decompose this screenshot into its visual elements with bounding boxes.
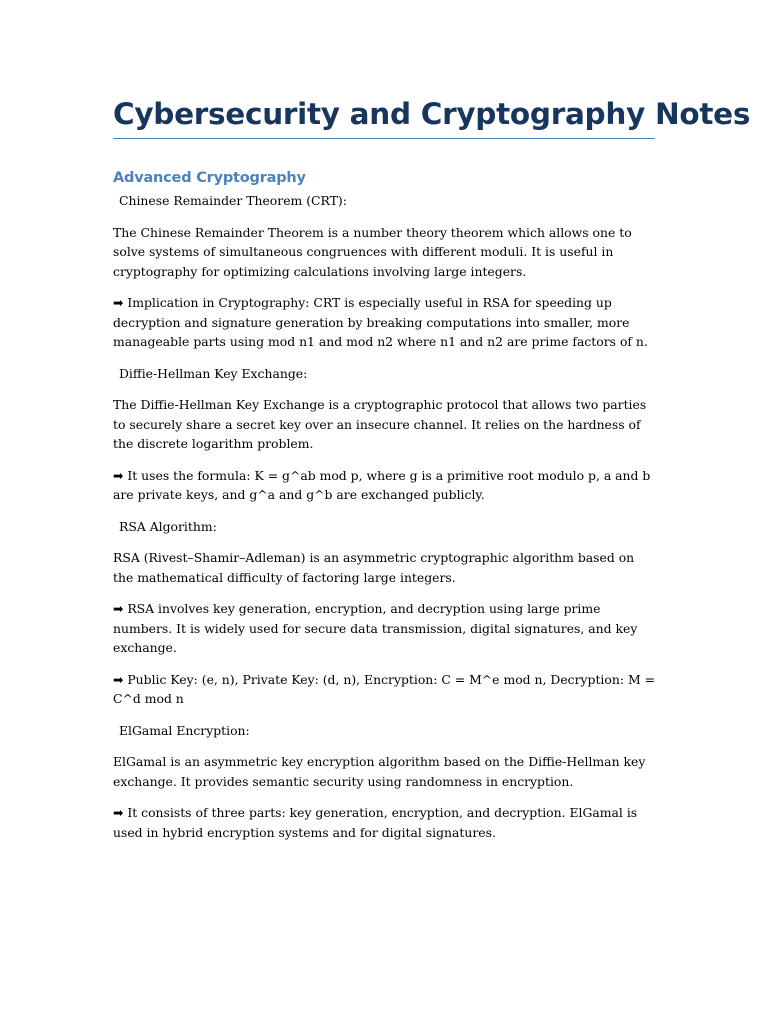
rsa-usage-note: [113, 599, 655, 658]
arrow-right-icon: ➡: [113, 805, 124, 820]
dh-description: The Diffie-Hellman Key Exchange is a cryptographic protocol that allows two parties to securely share a secret key over an insecure channel. It relies on the hardness of the discrete logarithm problem.: [113, 397, 647, 451]
elgamal-description: ElGamal is an asymmetric key encryption algorithm based on the Diffie-Hellman key exchange. It provides semantic security using randomness in encryption.: [113, 754, 646, 789]
arrow-right-icon: ➡: [113, 295, 124, 310]
section-heading-advanced-cryptography: Advanced Cryptography: [113, 170, 306, 186]
rsa-description: RSA (Rivest–Shamir–Adleman) is an asymmetric cryptographic algorithm based on the mathematical difficulty of factoring large integers.: [113, 550, 635, 585]
crt-implication-note: [113, 293, 655, 352]
arrow-right-icon: ➡: [113, 671, 124, 687]
topic-heading-diffie-hellman: Diffie-Hellman Key Exchange:: [119, 365, 308, 381]
crt-description: The Chinese Remainder Theorem is a number theory theorem which allows one to solve systems of simultaneous congruences with different moduli. It is useful in cryptography for optimizing calculations involving large integers.: [113, 224, 632, 279]
arrow-right-icon: ➡: [113, 601, 124, 616]
elgamal-parts-text: It consists of three parts: key generation, encryption, and decryption. ElGamal is used in hybrid encryption systems and for digital signatures.: [113, 805, 638, 840]
topic-heading-rsa: RSA Algorithm:: [119, 518, 217, 534]
rsa-usage-text: RSA involves key generation, encryption, and decryption using large prime numbers. It is widely used for secure data transmission, digital signatures, and key exchange.: [113, 601, 638, 655]
rsa-keys-note: [113, 670, 655, 709]
crt-implication-text: Implication in Cryptography: CRT is especially useful in RSA for speeding up decryption and signature generation by breaking computations into smaller, more manageable parts using mod n1 and mod n2 where n1 and n2 are prime factors of n.: [113, 295, 648, 349]
document-title: Cybersecurity and Cryptography Notes: [113, 94, 655, 139]
dh-formula-text: It uses the formula: K = g^ab mod p, where g is a primitive root modulo p, a and b are private keys, and g^a and g^b are exchanged publicly.: [113, 467, 651, 502]
dh-formula-note: [113, 466, 655, 505]
topic-heading-crt: Chinese Remainder Theorem (CRT):: [119, 193, 347, 208]
document-page: [113, 94, 751, 842]
arrow-right-icon: ➡: [113, 467, 124, 483]
elgamal-parts-note: [113, 803, 655, 842]
rsa-keys-text: Public Key: (e, n), Private Key: (d, n), Encryption: C = M^e mod n, Decryption: M = C^d mod n: [113, 671, 655, 706]
topic-heading-elgamal: ElGamal Encryption:: [119, 722, 250, 738]
